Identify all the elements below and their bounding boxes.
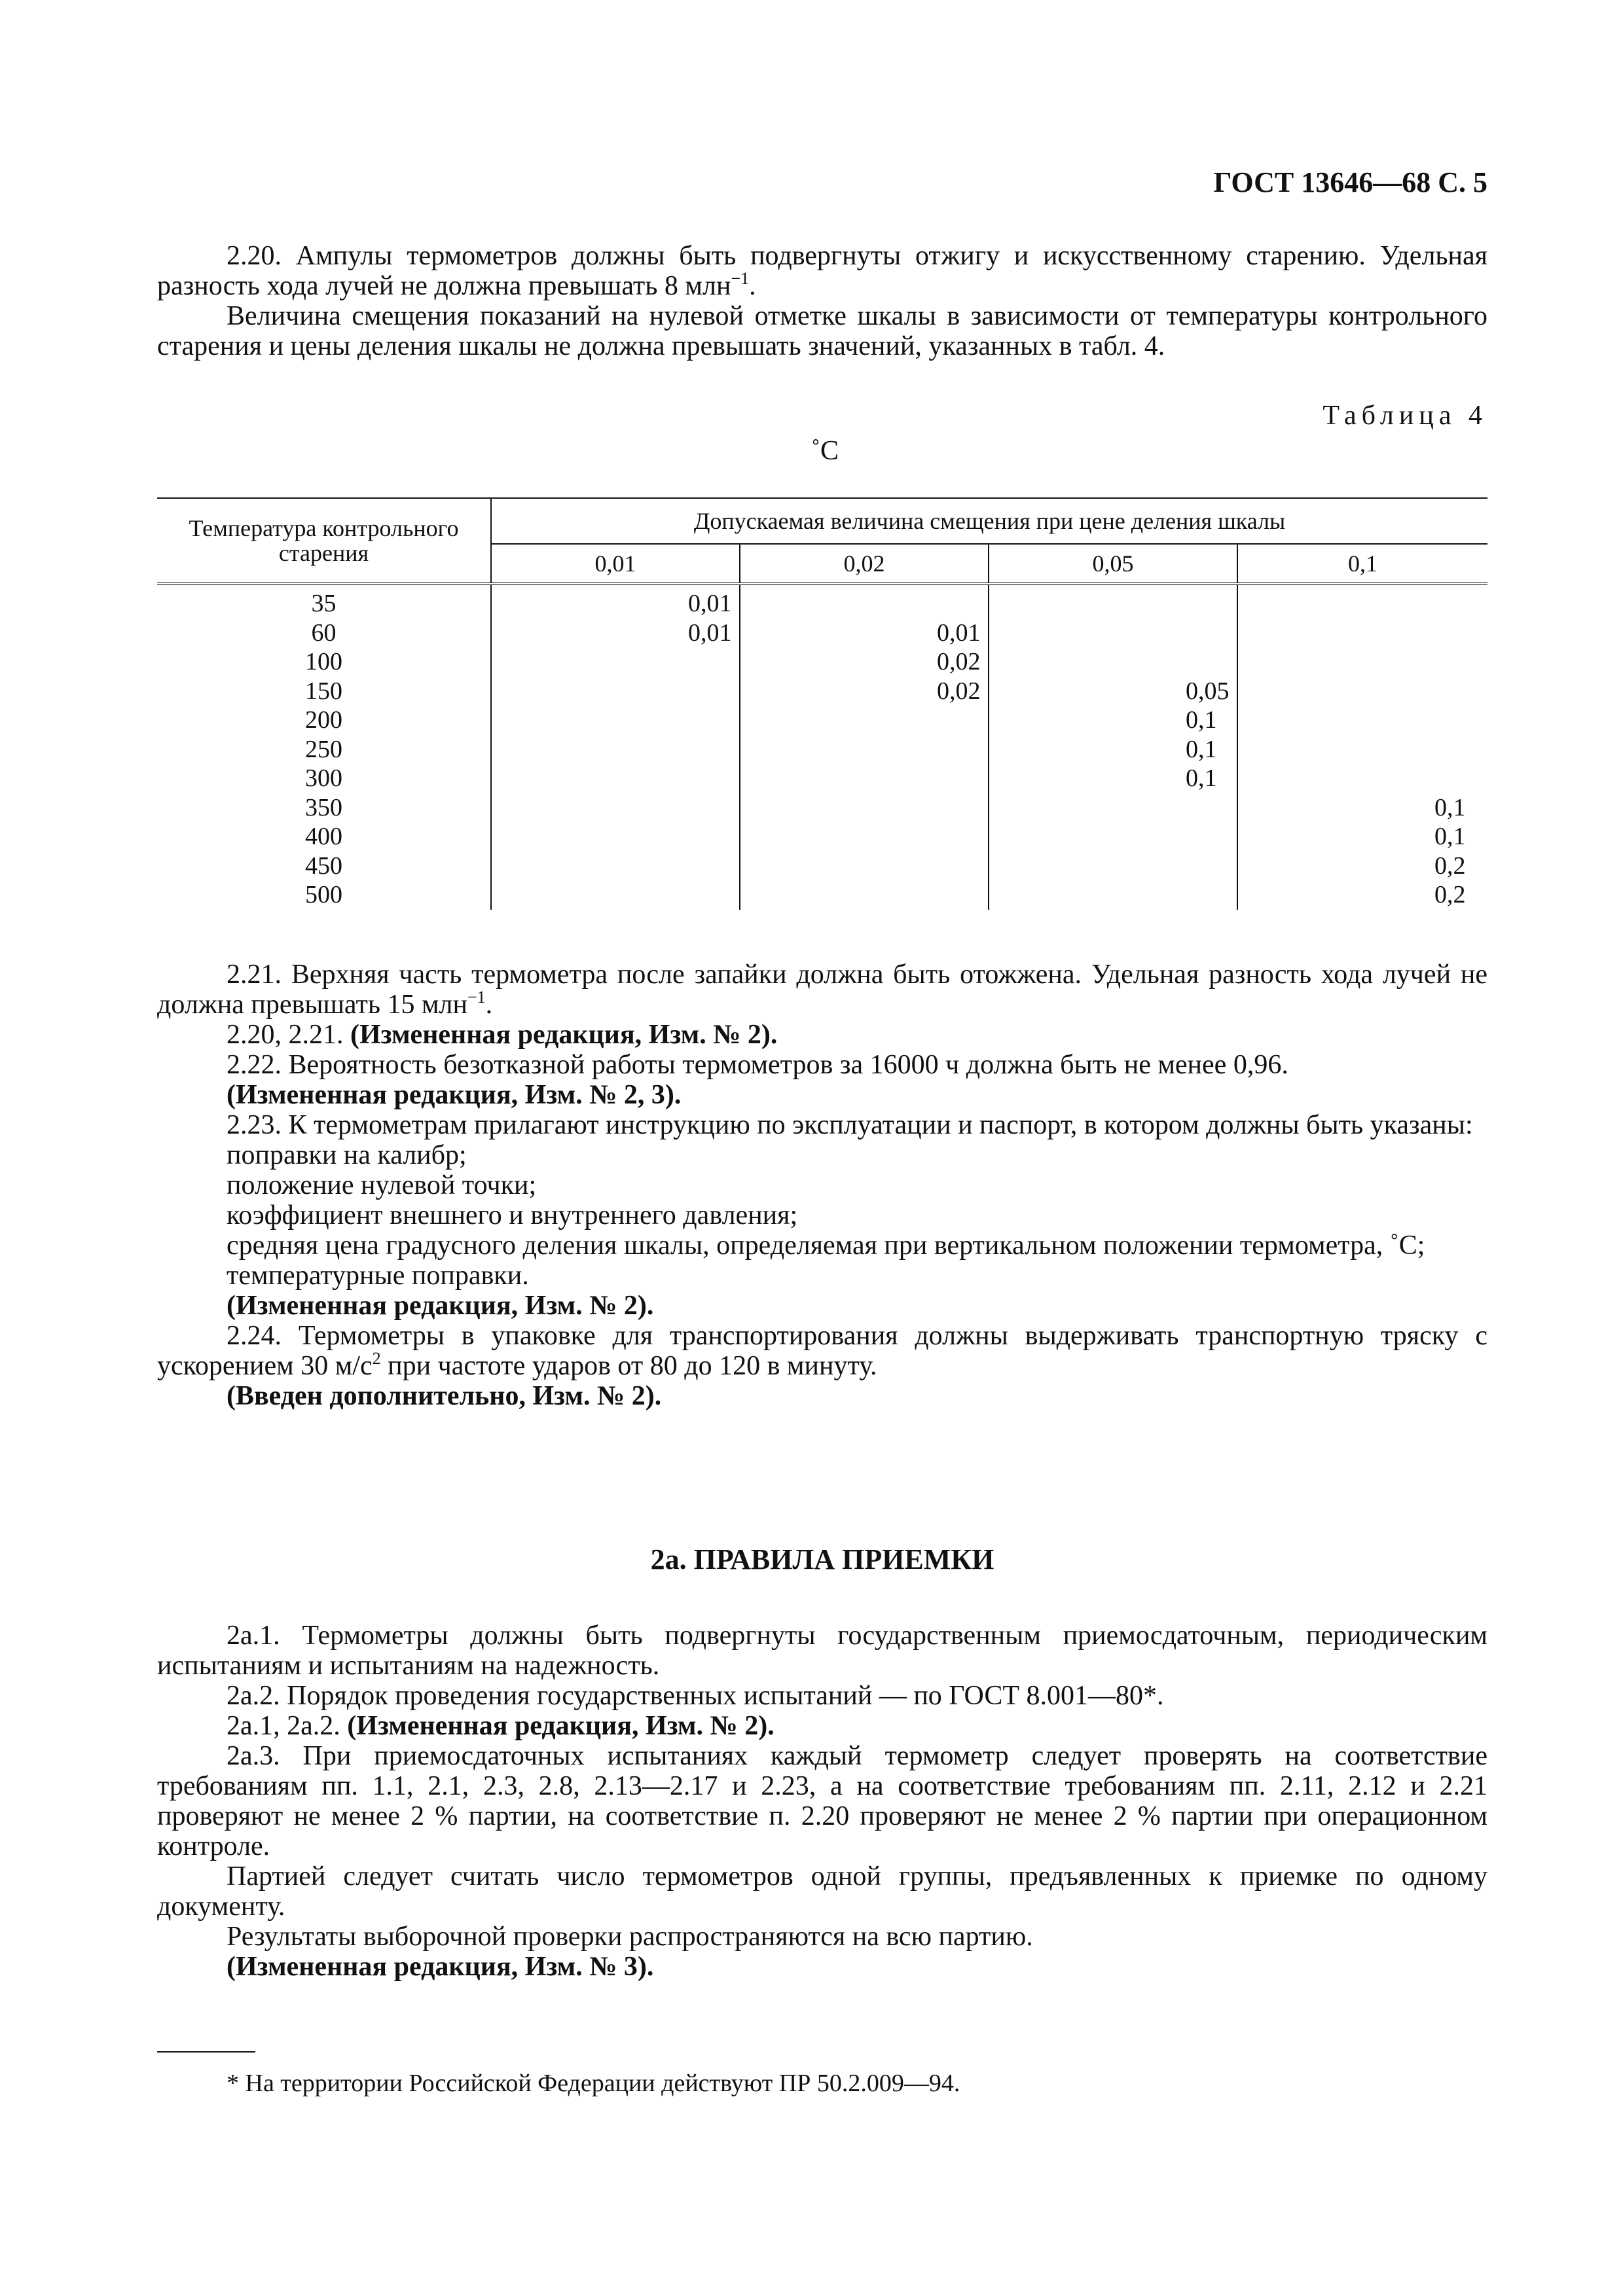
value-cell <box>1087 880 1237 910</box>
paragraph-2-21 <box>157 960 1487 1020</box>
value-cell: 0,1 <box>1434 823 1466 850</box>
paragraph-2-20 <box>157 241 1487 301</box>
section-2-body <box>157 960 1487 1411</box>
paragraph-results: Результаты выборочной проверки распространяются на всю партию. <box>227 1922 1033 1952</box>
edition-note-bold: (Измененная редакция, Изм. № 2). <box>347 1711 775 1741</box>
header-group: Допускаемая величина смещения при цене деления шкалы <box>491 498 1487 544</box>
edition-note-4: (Введен дополнительно, Изм. № 2). <box>227 1381 662 1411</box>
temperature-cell: 250 <box>305 735 342 763</box>
value-cell <box>1087 619 1237 648</box>
value-cell <box>1336 589 1487 619</box>
table-unit: ˚С <box>811 436 839 466</box>
temperature-cell: 100 <box>305 648 342 675</box>
value-cell <box>1336 619 1487 648</box>
value-cell <box>1087 822 1237 852</box>
value-column-3 <box>989 584 1237 910</box>
list-item-4: средняя цена градусного деления шкалы, определяемая при вертикальном положении термометра, ˚С; <box>227 1230 1425 1261</box>
value-cell <box>590 706 739 735</box>
edition-note-2a-2: (Измененная редакция, Изм. № 3). <box>227 1952 654 1982</box>
list-item-3: коэффициент внешнего и внутреннего давления; <box>227 1200 798 1230</box>
paragraph-2-21-text: 2.21. Верхняя часть термометра после запайки должна быть отожжена. Удельная разность хода лучей не должна превышать 15 млн <box>157 960 1487 1020</box>
table-grid <box>157 497 1487 910</box>
superscript: 2 <box>372 1349 381 1368</box>
subheader-col-4: 0,1 <box>1237 544 1487 584</box>
value-cell: 0,02 <box>937 677 981 705</box>
paragraph-2-20-text: 2.20. Ампулы термометров должны быть подвергнуты отжигу и искусственному старению. Удельная разность хода лучей не должна превышать 8 млн <box>157 241 1487 301</box>
list-item-2: положение нулевой точки; <box>227 1170 537 1200</box>
page-header: ГОСТ 13646—68 С. 5 <box>1213 166 1487 198</box>
paragraph-2-24-tail: при частоте ударов от 80 до 120 в минуту. <box>380 1351 877 1381</box>
value-column-1 <box>491 584 740 910</box>
value-cell <box>590 764 739 793</box>
value-cell <box>1336 647 1487 677</box>
value-cell: 0,05 <box>1186 677 1230 705</box>
footnote: * На территории Российской Федерации действуют ПР 50.2.009—94. <box>227 2070 960 2097</box>
value-cell: 0,01 <box>688 590 732 617</box>
section-2a-body <box>157 1621 1487 1982</box>
value-cell <box>590 880 739 910</box>
paragraph-2-22: 2.22. Вероятность безотказной работы термометров за 16000 ч должна быть не менее 0,96. <box>227 1050 1288 1080</box>
paragraph-batch: Партией следует считать число термометров одной группы, предъявленных к приемке по одному документу. <box>157 1861 1487 1922</box>
value-cell <box>839 706 988 735</box>
value-cell <box>1336 764 1487 793</box>
paragraph-2-24-text: 2.24. Термометры в упаковке для транспортирования должны выдерживать транспортную тряску с ускорением 30 м/с <box>157 1321 1487 1381</box>
list-item-5: температурные поправки. <box>227 1261 529 1291</box>
value-cell <box>1336 706 1487 735</box>
value-cell <box>590 735 739 764</box>
value-cell: 0,1 <box>1186 706 1217 734</box>
value-cell <box>1087 852 1237 881</box>
value-cell: 0,2 <box>1434 881 1466 908</box>
edition-note-3: (Измененная редакция, Изм. № 2). <box>227 1291 654 1321</box>
value-cell <box>1087 589 1237 619</box>
table-4 <box>157 497 1487 926</box>
temperature-cell: 350 <box>305 793 342 821</box>
value-cell <box>1087 647 1237 677</box>
temperature-cell: 150 <box>305 677 342 705</box>
value-cell <box>590 822 739 852</box>
value-cell: 0,01 <box>688 619 732 647</box>
punctuation: . <box>485 990 493 1020</box>
superscript: −1 <box>467 988 486 1007</box>
value-cell <box>839 793 988 823</box>
temperature-cell: 450 <box>305 852 342 880</box>
value-cell <box>839 764 988 793</box>
value-cell <box>590 852 739 881</box>
header-temperature: Температура контрольного старения <box>157 498 491 584</box>
temperature-cell: 200 <box>305 706 342 734</box>
value-cell: 0,02 <box>937 648 981 675</box>
paragraph-2a-1: 2а.1. Термометры должны быть подвергнуты государственным приемосдаточным, периодическим испытаниям и испытаниям на надежность. <box>157 1621 1487 1681</box>
value-cell <box>590 647 739 677</box>
value-cell <box>1087 793 1237 823</box>
value-cell <box>590 793 739 823</box>
value-cell <box>1336 677 1487 706</box>
temperature-column <box>157 584 491 910</box>
section-title: 2а. ПРАВИЛА ПРИЕМКИ <box>650 1543 994 1575</box>
edition-note-1 <box>157 1020 1487 1050</box>
subheader-col-1: 0,01 <box>491 544 740 584</box>
value-cell <box>839 735 988 764</box>
paragraph-2a-2: 2а.2. Порядок проведения государственных испытаний — по ГОСТ 8.001—80*. <box>227 1681 1164 1711</box>
paragraph-table-ref: Величина смещения показаний на нулевой отметке шкалы в зависимости от температуры контрольного старения и цены деления шкалы не должна превышать значений, указанных в табл. 4. <box>157 301 1487 361</box>
value-cell <box>590 677 739 706</box>
value-column-2 <box>740 584 989 910</box>
intro-block <box>157 241 1487 361</box>
edition-note-2: (Измененная редакция, Изм. № 2, 3). <box>227 1080 682 1110</box>
temperature-cell: 300 <box>305 764 342 792</box>
temperature-cell: 35 <box>311 590 337 617</box>
value-cell: 0,1 <box>1186 735 1217 763</box>
temperature-cell: 500 <box>305 881 342 908</box>
temperature-cell: 400 <box>305 823 342 850</box>
paragraph-2a-3: 2а.3. При приемосдаточных испытаниях каждый термометр следует проверять на соответствие требованиям пп. 1.1, 2.1, 2.3, 2.8, 2.13—2.17 и 2.23, а на соответствие требованиям пп. 2.11, 2.12 и 2.21 проверяют не менее 2 % партии, на соответствие п. 2.20 проверяют не менее 2 % партии при операционном контроле. <box>157 1741 1487 1861</box>
value-cell: 0,01 <box>937 619 981 647</box>
edition-note-prefix: 2.20, 2.21. <box>227 1020 350 1050</box>
value-cell <box>839 589 988 619</box>
edition-note-bold: (Измененная редакция, Изм. № 2). <box>350 1020 778 1050</box>
value-cell <box>1336 735 1487 764</box>
value-cell: 0,2 <box>1434 852 1466 880</box>
punctuation: . <box>749 271 756 301</box>
value-cell: 0,1 <box>1186 764 1217 792</box>
footnote-divider <box>157 2051 255 2053</box>
temperature-cell: 60 <box>311 619 337 647</box>
value-cell <box>839 822 988 852</box>
paragraph-2-23: 2.23. К термометрам прилагают инструкцию по эксплуатации и паспорт, в котором должны быть указаны: <box>227 1110 1473 1140</box>
paragraph-2-24 <box>157 1321 1487 1381</box>
value-cell <box>839 852 988 881</box>
list-item-1: поправки на калибр; <box>227 1140 467 1170</box>
subheader-col-2: 0,02 <box>740 544 989 584</box>
subheader-col-3: 0,05 <box>989 544 1237 584</box>
edition-note-2a-1 <box>157 1711 1487 1741</box>
value-column-4 <box>1237 584 1487 910</box>
superscript: −1 <box>731 269 750 288</box>
value-cell <box>839 880 988 910</box>
edition-note-prefix: 2а.1, 2а.2. <box>227 1711 348 1741</box>
value-cell: 0,1 <box>1434 793 1466 821</box>
table-caption: Таблица 4 <box>1322 401 1487 431</box>
